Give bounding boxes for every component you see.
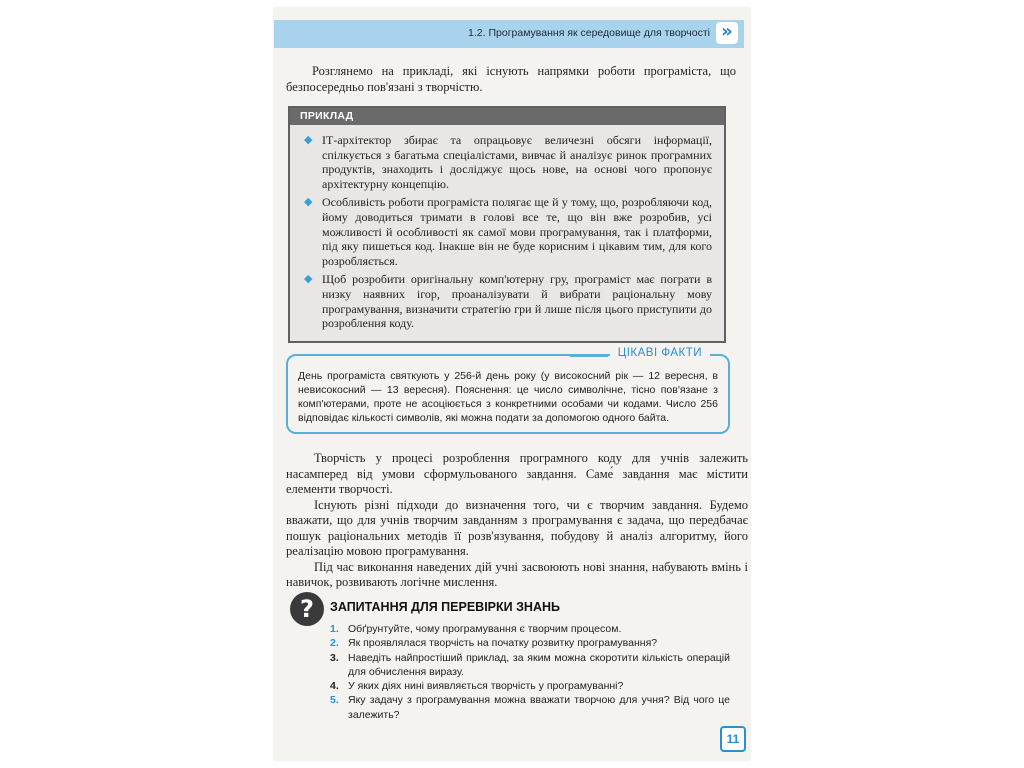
question-item <box>330 636 730 650</box>
body-text <box>286 451 748 591</box>
question-number: 5. <box>330 694 339 707</box>
question-text: Як проявлялася творчість на початку розвитку програмування? <box>348 637 658 650</box>
body-paragraph: Під час виконання наведених дій учні засвоюють нові знання, набувають вмінь і навичок, розвивають логічне мислення. <box>286 559 748 589</box>
bullet-icon: ◆ <box>304 272 313 286</box>
example-title: ПРИКЛАД <box>290 108 724 125</box>
facts-title: ЦІКАВІ ФАКТИ <box>610 347 710 359</box>
example-item <box>304 272 712 331</box>
bullet-icon: ◆ <box>304 133 313 146</box>
section-header <box>274 20 744 48</box>
example-item-text: Особливість роботи програміста полягає ще й у тому, що, розробляючи код, йому доводиться тримати в голові все те, що він вже розробив, усі можливості й особливості як самої мови програмування, так і платформи, під яку пишеться код. Інакше він не буде корисним і цікавим тим, для кого розробляється. <box>322 195 712 268</box>
page-number: 11 <box>720 726 746 752</box>
intro-paragraph: Розглянемо на прикладі, які існують напрямки роботи програміста, що безпосередньо пов'язані з творчістю. <box>286 64 736 94</box>
example-list <box>290 133 724 331</box>
double-chevron-right-icon: » <box>716 22 738 44</box>
question-number: 4. <box>330 680 339 693</box>
question-text: У яких діях нині виявляється творчість у програмуванні? <box>348 680 624 693</box>
example-item <box>304 133 712 191</box>
question-text: Яку задачу з програмування можна вважати творчою для учня? Від чого це залежить? <box>348 694 730 721</box>
question-mark-icon: ? <box>290 592 324 626</box>
textbook-page <box>274 8 750 760</box>
example-box <box>288 106 726 343</box>
question-item <box>330 651 730 680</box>
example-item-text: ІТ-архітектор збирає та опрацьовує величезні обсяги інформації, спілкується з багатьма спеціалістами, вивчає й аналізує ринок програмних продуктів, знаходить і досліджує щось нове, на основі чого пропонує архітектурну концепцію. <box>322 133 712 191</box>
question-text: Обґрунтуйте, чому програмування є творчим процесом. <box>348 623 622 635</box>
question-item <box>330 679 730 693</box>
question-number: 2. <box>330 637 339 650</box>
example-item <box>304 195 712 268</box>
facts-text: День програміста святкують у 256-й день року (у високосний рік — 12 вересня, в невисокосний — 13 вересня). Пояснення: це число символічне, тісно пов'язане з комп'ютерами, проте не асоціюється з конкретними особами чи кодами. Число 256 відповідає кількості символів, які можна подати за допомогою одного байта. <box>298 370 718 424</box>
example-item-text: Щоб розробити оригінальну комп'ютерну гру, програміст має пограти в низку наявних ігор, проаналізувати й вибрати раціональну мову програмування, визначити стратегію гри й лише після цього приступити до розроблення коду. <box>322 272 712 331</box>
question-number: 3. <box>330 651 339 664</box>
body-paragraph: Існують різні підходи до визначення того, чи є творчим завдання. Будемо вважати, що для учнів творчим завданням з програмування є задача, що передбачає пошук раціональних методів її розв'язування, побудову й аналіз алгоритму, його реалізацію мовою програмування. <box>286 497 748 558</box>
bullet-icon: ◆ <box>304 195 313 209</box>
body-paragraph: Творчість у процесі розроблення програмного коду для учнів залежить насамперед від умови сформульованого завдання. Саме́ завдання має містити елементи творчості. <box>286 451 748 496</box>
question-item <box>330 622 730 636</box>
interesting-facts-box <box>286 347 730 434</box>
question-text: Наведіть найпростіший приклад, за яким можна скоротити кількість операцій для обчислення виразу. <box>348 651 730 678</box>
question-number: 1. <box>330 623 339 635</box>
question-item <box>330 693 730 722</box>
section-title: 1.2. Програмування як середовище для творчості <box>468 27 710 39</box>
questions-list <box>330 622 730 722</box>
questions-title: ЗАПИТАННЯ ДЛЯ ПЕРЕВІРКИ ЗНАНЬ <box>330 600 560 614</box>
